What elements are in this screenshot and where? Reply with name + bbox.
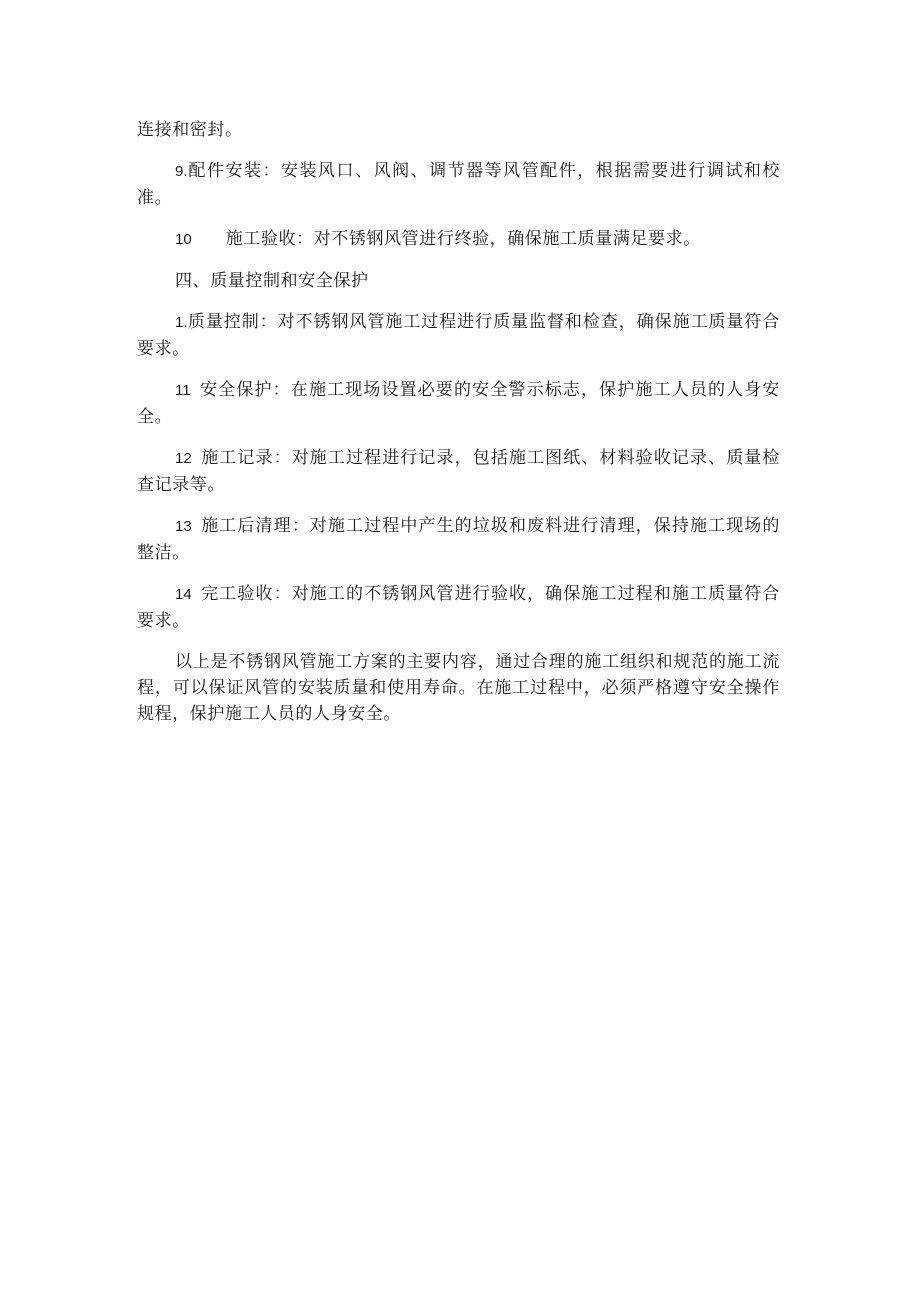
paragraph-text: 安全保护：在施工现场设置必要的安全警示标志，保护施工人员的人身安全。 bbox=[137, 380, 780, 427]
paragraph-item-11 bbox=[137, 377, 780, 430]
paragraph-item-9 bbox=[137, 158, 780, 211]
paragraph-text: 施工验收：对不锈钢风管进行终验，确保施工质量满足要求。 bbox=[225, 229, 701, 249]
paragraph-item-13 bbox=[137, 513, 780, 566]
paragraph-text: 配件安装：安装风口、风阀、调节器等风管配件，根据需要进行调试和校准。 bbox=[137, 161, 780, 208]
paragraph-continuation bbox=[137, 117, 780, 143]
paragraph-text: 以上是不锈钢风管施工方案的主要内容，通过合理的施工组织和规范的施工流程，可以保证风管的安装质量和使用寿命。在施工过程中，必须严格遵守安全操作规程，保护施工人员的人身安全。 bbox=[137, 652, 780, 724]
paragraph-item-1 bbox=[137, 309, 780, 362]
item-number: 10 bbox=[175, 231, 192, 248]
paragraph-conclusion bbox=[137, 649, 780, 727]
item-number: 13 bbox=[175, 518, 192, 535]
section-heading bbox=[137, 268, 780, 294]
paragraph-text: 施工后清理：对施工过程中产生的垃圾和废料进行清理，保持施工现场的整洁。 bbox=[137, 516, 780, 563]
item-number: 9. bbox=[175, 163, 188, 180]
item-number: 1. bbox=[175, 314, 188, 331]
heading-text: 四、质量控制和安全保护 bbox=[175, 271, 369, 291]
paragraph-text: 连接和密封。 bbox=[137, 120, 243, 140]
item-number: 14 bbox=[175, 586, 192, 603]
paragraph-item-14 bbox=[137, 581, 780, 634]
paragraph-text: 质量控制：对不锈钢风管施工过程进行质量监督和检查，确保施工质量符合要求。 bbox=[137, 312, 780, 359]
item-number: 12 bbox=[175, 450, 192, 467]
paragraph-text: 完工验收：对施工的不锈钢风管进行验收，确保施工过程和施工质量符合要求。 bbox=[137, 584, 780, 631]
paragraph-item-10 bbox=[137, 226, 780, 253]
paragraph-item-12 bbox=[137, 445, 780, 498]
document-body bbox=[137, 117, 780, 742]
paragraph-text: 施工记录：对施工过程进行记录，包括施工图纸、材料验收记录、质量检查记录等。 bbox=[137, 448, 780, 495]
item-number: 11 bbox=[175, 382, 191, 399]
